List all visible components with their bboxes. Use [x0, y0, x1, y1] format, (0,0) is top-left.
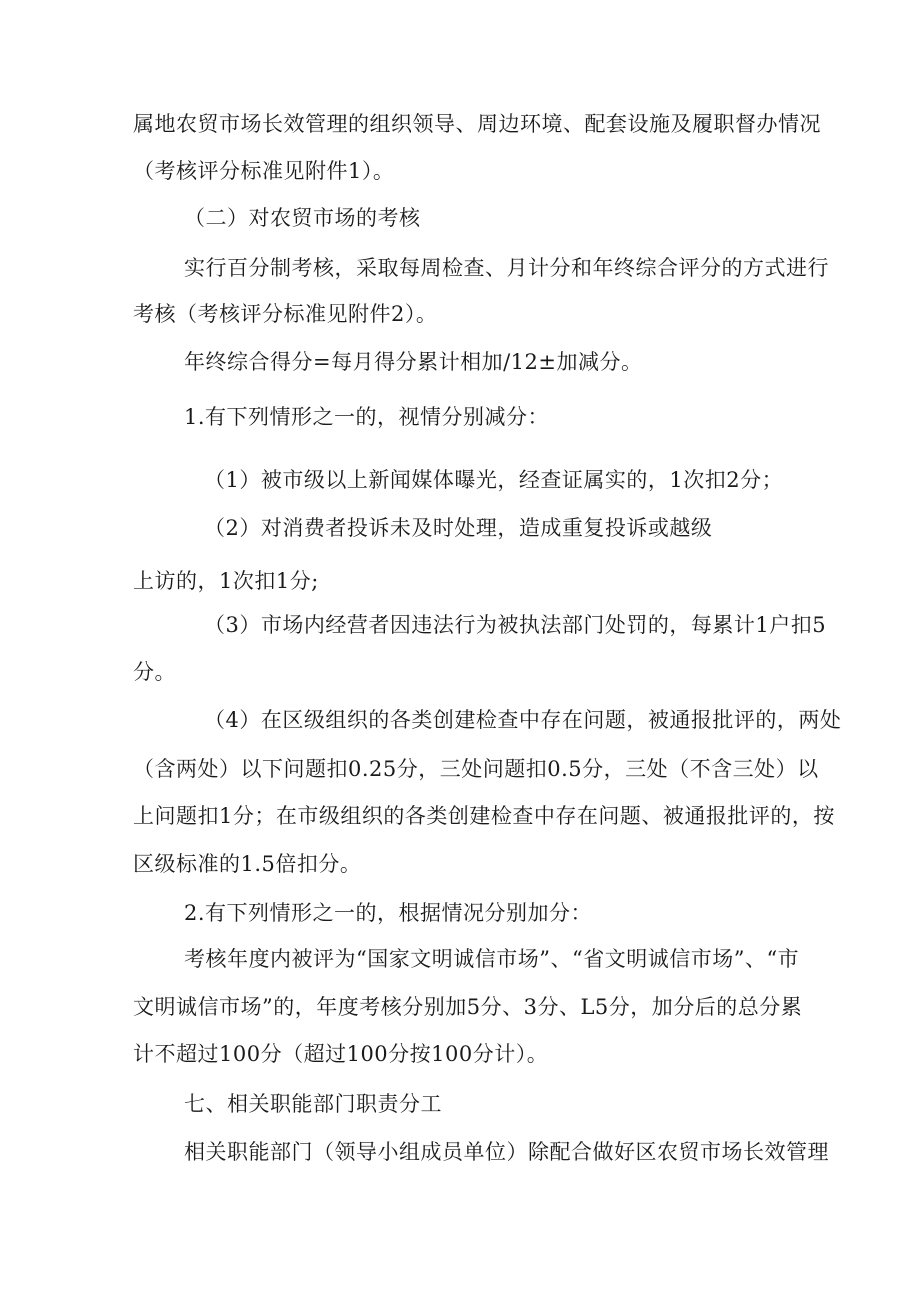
- text-line: 上访的，1次扣1分;: [133, 569, 319, 593]
- text-line: 年终综合得分=每月得分累计相加/12±加减分。: [184, 350, 643, 374]
- text-line: 文明诚信市场”的，年度考核分别加5分、3分、L5分，加分后的总分累: [133, 995, 803, 1019]
- text-line: 属地农贸市场长效管理的组织领导、周边环境、配套设施及履职督办情况: [133, 112, 821, 136]
- text-line: （考核评分标准见附件1）。: [133, 159, 395, 183]
- text-line: （含两处）以下问题扣0.25分，三处问题扣0.5分，三处（不含三处）以: [133, 757, 819, 781]
- text-line: 相关职能部门（领导小组成员单位）除配合做好区农贸市场长效管理: [184, 1140, 829, 1164]
- list-item: （3）市场内经营者因违法行为被执法部门处罚的，每累计1户扣5: [204, 613, 827, 637]
- list-item: （4）在区级组织的各类创建检查中存在问题，被通报批评的，两处: [204, 708, 842, 732]
- list-item: （1）被市级以上新闻媒体曝光，经查证属实的，1次扣2分；: [204, 468, 784, 492]
- section-heading: 七、相关职能部门职责分工: [184, 1092, 442, 1116]
- text-line: 分。: [133, 660, 176, 684]
- text-line: 实行百分制考核，采取每周检查、月计分和年终综合评分的方式进行: [184, 256, 829, 280]
- text-line: 上问题扣1分；在市级组织的各类创建检查中存在问题、被通报批评的，按: [133, 804, 835, 828]
- text-line: 考核年度内被评为“国家文明诚信市场”、“省文明诚信市场”、“市: [184, 947, 800, 971]
- text-line: 2.有下列情形之一的，根据情况分别加分：: [184, 901, 593, 925]
- list-item: （2）对消费者投诉未及时处理，造成重复投诉或越级: [204, 516, 713, 540]
- text-line: 计不超过100分（超过100分按100分计）。: [133, 1042, 549, 1066]
- text-line: 1.有下列情形之一的，视情分别减分：: [184, 405, 550, 429]
- text-line: 考核（考核评分标准见附件2）。: [133, 302, 438, 326]
- text-line: 区级标准的1.5倍扣分。: [133, 852, 362, 876]
- section-heading: （二）对农贸市场的考核: [184, 206, 421, 230]
